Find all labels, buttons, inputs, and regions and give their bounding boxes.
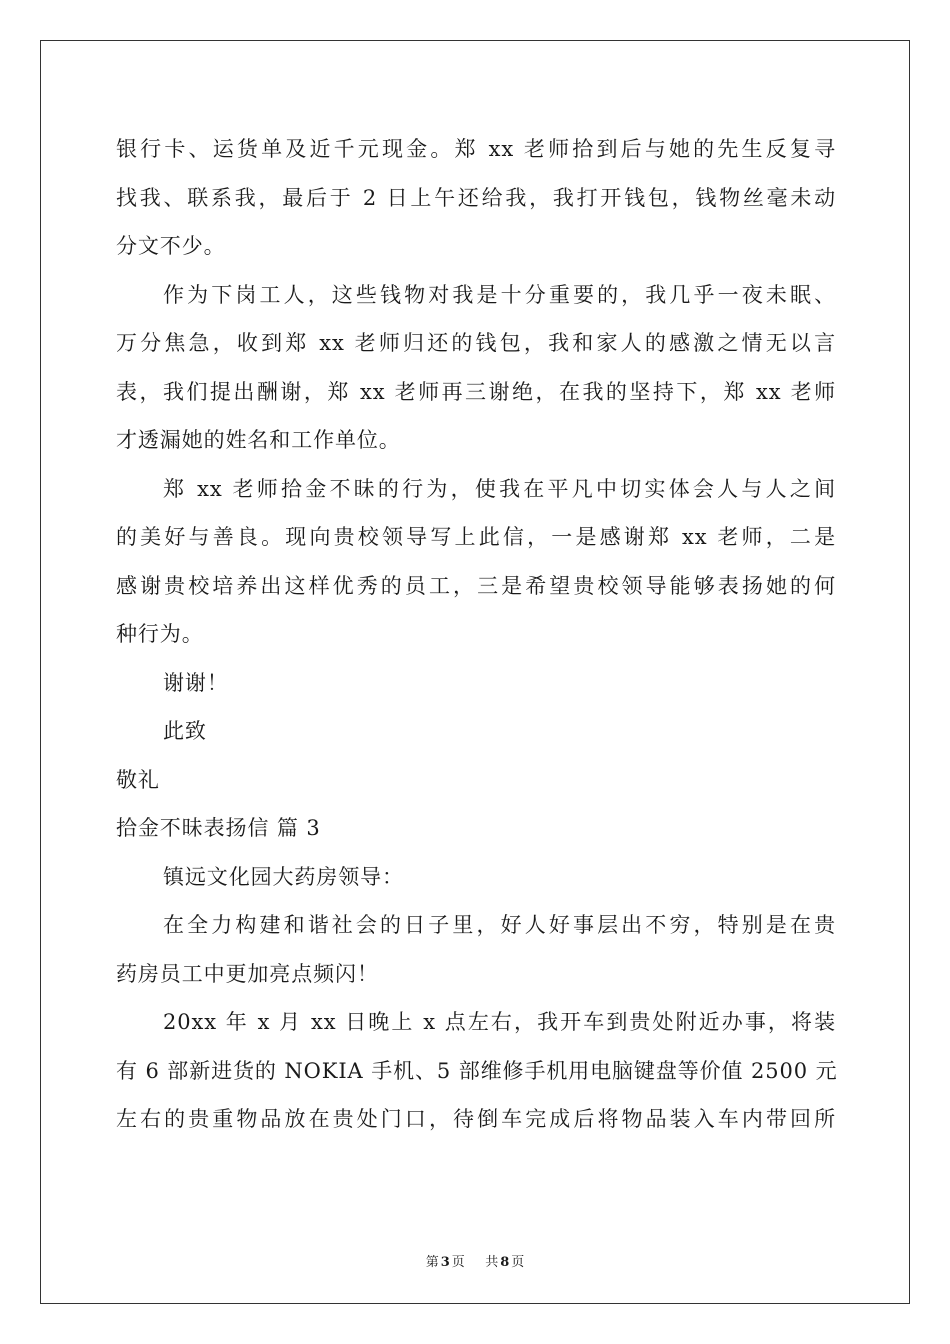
footer-total-unit: 页 [511, 1255, 525, 1270]
body-line: 左右的贵重物品放在贵处门口，待倒车完成后将物品装入车内带回所 [116, 1107, 836, 1131]
page-footer [0, 1251, 950, 1270]
footer-page-label [424, 1255, 467, 1270]
paragraph-start-line: 作为下岗工人，这些钱物对我是十分重要的，我几乎一夜未眠、 [163, 282, 836, 307]
footer-total-prefix: 共 [485, 1255, 499, 1270]
footer-page-unit: 页 [451, 1255, 465, 1270]
body-line: 银行卡、运货单及近千元现金。郑 xx 老师拾到后与她的先生反复寻 [116, 137, 836, 161]
paragraph-start-line: 20xx 年 x 月 xx 日晚上 x 点左右，我开车到贵处附近办事，将装 [163, 1010, 836, 1034]
footer-page-number: 3 [440, 1255, 450, 1270]
body-line: 万分焦急，收到郑 xx 老师归还的钱包，我和家人的感激之情无以言 [116, 331, 836, 355]
body-line: 才透漏她的姓名和工作单位。 [116, 428, 401, 452]
salutation-line: 敬礼 [116, 767, 160, 792]
thanks-line: 谢谢！ [163, 670, 229, 695]
body-line: 种行为。 [116, 622, 204, 646]
body-line: 找我、联系我，最后于 2 日上午还给我，我打开钱包，钱物丝毫未动 [116, 185, 836, 210]
paragraph-start-line: 郑 xx 老师拾金不昧的行为，使我在平凡中切实体会人与人之间 [163, 476, 836, 501]
section-title: 拾金不昧表扬信 篇 3 [116, 816, 321, 840]
body-line: 感谢贵校培养出这样优秀的员工，三是希望贵校领导能够表扬她的何 [116, 573, 836, 598]
body-line: 分文不少。 [116, 234, 226, 258]
footer-prefix: 第 [425, 1255, 439, 1270]
paragraph-start-line: 在全力构建和谐社会的日子里，好人好事层出不穷，特别是在贵 [163, 913, 836, 937]
body-line: 有 6 部新进货的 NOKIA 手机、5 部维修手机用电脑键盘等价值 2500 元 [116, 1058, 838, 1083]
document-body [116, 125, 836, 1144]
footer-total-number: 8 [500, 1255, 510, 1270]
addressee-line: 镇远文化园大药房领导： [163, 864, 404, 889]
body-line: 药房员工中更加亮点频闪！ [116, 961, 379, 986]
body-line: 的美好与善良。现向贵校领导写上此信，一是感谢郑 xx 老师，二是 [116, 525, 836, 549]
closing-line: 此致 [163, 719, 207, 743]
body-line: 表，我们提出酬谢，郑 xx 老师再三谢绝，在我的坚持下，郑 xx 老师 [116, 379, 836, 404]
footer-total-label [483, 1255, 526, 1270]
